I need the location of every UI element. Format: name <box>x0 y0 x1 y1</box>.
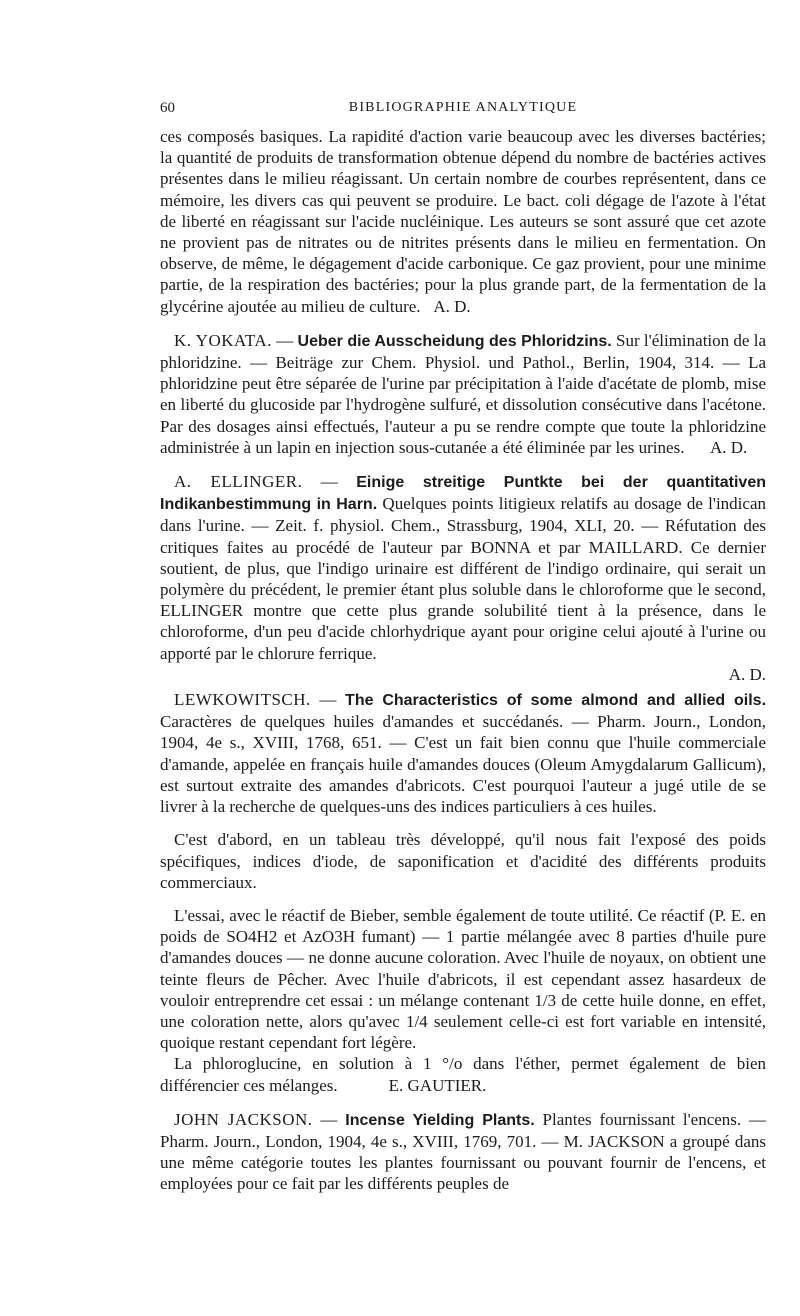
page-number: 60 <box>160 100 175 116</box>
entry-signature-line <box>160 664 766 685</box>
entry-author: JOHN JACKSON. <box>174 1109 313 1129</box>
intro-text: ces composés basiques. La rapidité d'action varie beaucoup avec les diverses bactéries; la quantité de produits de transformation obtenue dépend du nombre de bactéries actives présentes dans le milieu réagissant. Un certain nombre de courbes représentent, dans ce mémoire, les divers cas qui peuvent se produire. Le bact. coli dégage de l'azote à l'état de liberté en réagissant sur l'acide nucléinique. Les auteurs se sont assuré que cet azote ne provient pas de nitrates ou de nitrites présents dans le milieu en fermentation. On observe, de même, le dégagement d'acide carbonique. Ce gaz provient, pour une minime partie, de la respiration des bactéries; pour la plus grande part, de la fermentation de la glycérine ajoutée au milieu de culture. <box>160 127 766 316</box>
running-title: BIBLIOGRAPHIE ANALYTIQUE <box>348 100 578 115</box>
entry-ellinger <box>160 471 766 664</box>
entry-jackson <box>160 1109 766 1195</box>
entry-title: Incense Yielding Plants. <box>345 1111 535 1129</box>
entry-yokata <box>160 330 766 458</box>
entry-paragraph: La phloroglucine, en solution à 1 °/o dans l'éther, permet également de bien différencier ces mélanges. <box>160 1054 766 1095</box>
intro-paragraph <box>160 126 766 317</box>
entry-body: Caractères de quelques huiles d'amandes et succédanés. — Pharm. Journ., London, 1904, 4e s., XVIII, 1768, 651. — C'est un fait bien connu que l'huile commerciale d'amande, appelée en français huile d'amandes douces (Oleum Amygdalarum Gallicum), est surtout extraite des amandes d'abricots. C'est pourquoi l'auteur a jugé utile de se livrer à la recherche de quelques-uns des indices particuliers à ces huiles. <box>160 712 766 817</box>
entry-lewkowitsch <box>160 689 766 817</box>
entry-signature: A. D. <box>709 437 748 457</box>
entry-title: Ueber die Ausscheidung des Phloridzins. <box>297 332 612 350</box>
entry-separator: — <box>302 472 357 492</box>
entry-title: Einige streitige Puntkte bei der quantitativen Indikanbestimmung in Harn. <box>160 474 767 514</box>
entry-title: The Characteristics of some almond and allied oils. <box>345 692 767 710</box>
entry-body: Plantes fournissant l'encens. — Pharm. Journ., London, 1904, 4e s., XVIII, 1769, 701. — M. JACKSON a groupé dans une même catégorie toutes les plantes fournissant ou pouvant fournir de l'encens, et employées pour ce fait par les différents peuples de <box>160 1109 767 1194</box>
entry-body: Quelques points litigieux relatifs au dosage de l'indican dans l'urine. — Zeit. f. physiol. Chem., Strassburg, 1904, XLI, 20. — Réfutation des critiques faites au procédé de l'auteur par BONNA et par MAILLARD. Ce dernier soutient, de plus, que l'indigo urinaire est différent de l'indigo ordinaire, qui serait un polymère du précédent, le premier étant plus soluble dans le chloroforme que le second, ELLINGER montre que cette plus grande solubilité tient à la présence, dans le chloroforme, d'un peu d'acide chlorhydrique ayant pour origine celui ajouté à l'urine ou apporté par le chlorure ferrique. <box>160 494 766 663</box>
entry-last-paragraph <box>160 1053 766 1095</box>
entry-paragraph: C'est d'abord, en un tableau très développé, qu'il nous fait l'exposé des poids spécifiques, indices d'iode, de saponification et d'acidité des différents produits commerciaux. <box>160 830 766 892</box>
entry-author: LEWKOWITSCH. <box>174 690 311 710</box>
entry-paragraph: L'essai, avec le réactif de Bieber, semble également de toute utilité. Ce réactif (P. E. en poids de SO4H2 et AzO3H fumant) — 1 partie mélangée avec 8 parties d'huile pure d'amandes douces — ne donne aucune coloration. Avec l'huile de noyaux, on obtient une teinte fleurs de Pêcher. Avec l'huile d'abricots, il est cependant assez hasardeux de vouloir entreprendre cet essai : un mélange contenant 1/3 de cette huile donne, en effet, une coloration nette, alors qu'avec 1/4 seulement celle-ci est fort variable en intensité, quoique restant cependant fort légère. <box>160 905 766 1053</box>
entry-signature: A. D. <box>728 664 766 684</box>
entry-signature: E. GAUTIER. <box>388 1075 487 1095</box>
entry-author: A. ELLINGER. <box>174 472 303 492</box>
entry-body: Sur l'élimination de la phloridzine. — Beiträge zur Chem. Physiol. und Pathol., Berlin, 1904, 314. — La phloridzine peut être séparée de l'urine par précipitation à l'aide d'acétate de plomb, mise en liberté du glucoside par l'hydrogène sulfuré, et dissolution consécutive dans l'acétone. Par des dosages ainsi effectués, l'auteur a pu se rendre compte que toute la phloridzine administrée à un lapin en injection sous-cutanée a été éliminée par les urines. <box>160 330 767 457</box>
page-header <box>160 100 766 126</box>
entry-author: K. YOKATA. <box>174 330 272 350</box>
entry-separator: — <box>310 690 346 710</box>
page <box>160 100 766 1195</box>
intro-signature: A. D. <box>433 296 471 316</box>
entry-separator: — <box>271 330 298 350</box>
entry-separator: — <box>312 1109 346 1129</box>
